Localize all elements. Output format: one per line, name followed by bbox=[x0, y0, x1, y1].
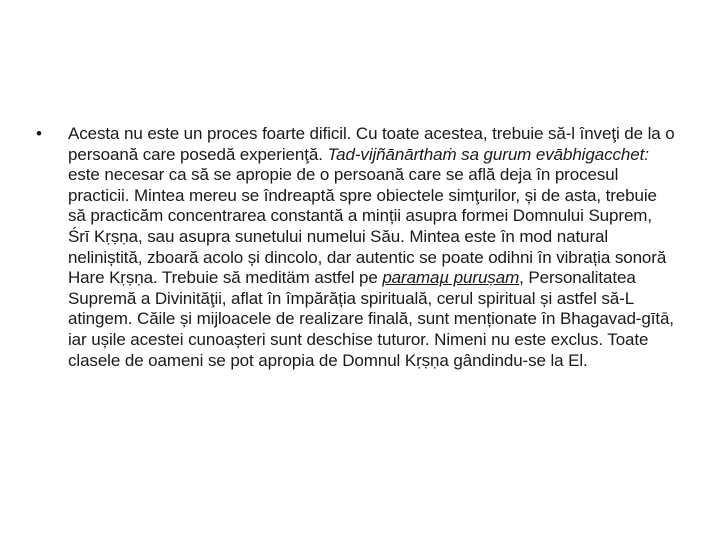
sanskrit-quote: Tad-vijñānārthaṁ sa gurum evābhigacchet: bbox=[327, 144, 649, 164]
bullet-paragraph bbox=[68, 124, 676, 371]
paragraph-text-part3: , Personalitatea Supremă a Divinităţii, aflat în împărăția spirituală, cerul spiritual și astfel să-L atingem. Căile și mijloacele de realizare finală, sunt menționate în Bhagavad-gītā, iar ușile acestei cunoașteri sunt deschise tuturor. Nimeni nu este exclus. Toate clasele de oameni se pot apropia de Domnul Kṛṣṇa gândindu-se la El. bbox=[68, 268, 674, 370]
sanskrit-term: paramaµ puruṣam bbox=[382, 268, 520, 288]
bullet-item bbox=[36, 124, 676, 371]
paragraph-text-part2: este necesar ca să se apropie de o persoană care se află deja în procesul practicii. Mintea mereu se îndreaptă spre obiectele simţurilor, și de asta, trebuie să practicăm concentrarea constantă a minții asupra formei Domnului Suprem, Śrī Kṛṣṇa, sau asupra sunetului numelui Său. Mintea este în mod natural neliniștită, zboară acolo și dincolo, dar autentic se poate odihni în vibrația sonoră Hare Kṛṣṇa. Trebuie să meditäm astfel pe bbox=[68, 165, 667, 288]
bullet-point-icon: • bbox=[36, 124, 42, 143]
paragraph-text-part1: Acesta nu este un proces foarte dificil. Cu toate acestea, trebuie să-l înveţi de la o persoană care posedă experienţă. bbox=[68, 124, 675, 164]
